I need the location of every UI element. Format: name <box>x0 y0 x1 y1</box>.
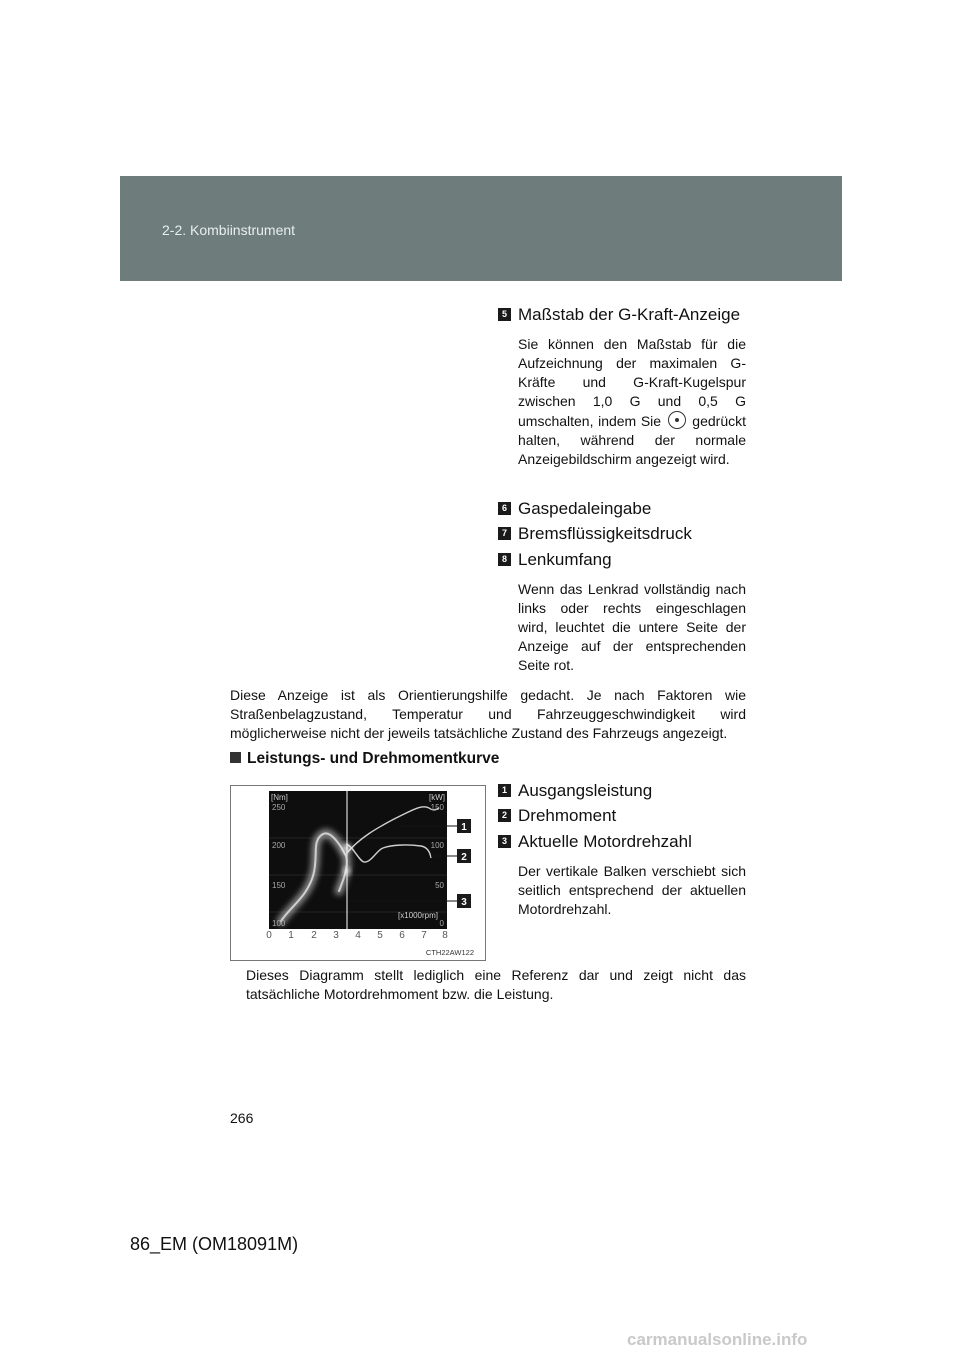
x-tick: 3 <box>333 930 339 941</box>
torque-power-figure <box>230 785 486 961</box>
x-tick: 1 <box>288 930 294 941</box>
page-number: 266 <box>230 1110 254 1126</box>
desc-text: Wenn das Lenkrad vollständig nach links oder rechts eingeschlagen wird, leuchtet die untere Seite der Anzeige auf der entsprechenden Seite rot. <box>518 581 746 673</box>
desc-text-after: gedrückt halten, während der normale Anzeigebildschirm angezeigt wird. <box>518 413 746 467</box>
rpm-marker <box>343 844 351 852</box>
callout-number: 1 <box>461 822 467 833</box>
section-title: 2-2. Kombiinstrument <box>162 222 296 238</box>
item-label: Maßstab der G-Kraft-Anzeige <box>518 305 741 324</box>
item-label: Aktuelle Motordrehzahl <box>518 832 692 851</box>
left-tick: 100 <box>272 919 286 928</box>
item-label: Ausgangsleistung <box>518 781 653 800</box>
x-tick: 0 <box>266 930 272 941</box>
left-tick: 150 <box>272 881 286 890</box>
right-tick: 150 <box>430 803 444 812</box>
x-tick: 2 <box>311 930 317 941</box>
section-header <box>120 176 842 281</box>
rpm-marker <box>344 868 350 874</box>
figure-svg <box>231 786 485 960</box>
left-tick: 200 <box>272 841 286 850</box>
square-bullet-icon <box>230 752 241 763</box>
item-number-badge: 6 <box>498 502 511 515</box>
item-label: Gaspedaleingabe <box>518 499 652 518</box>
item-3-description <box>518 862 746 919</box>
item-number-badge: 3 <box>498 835 511 848</box>
note-paragraph: Diese Anzeige ist als Orientierungshilfe gedacht. Je nach Faktoren wie Straßenbelagzustand, Temperatur und Fahrzeuggeschwindigkeit wird möglicherweise nicht der jeweils tatsächliche Zustand des Fahrzeugs angezeigt. <box>230 687 746 741</box>
right-axis-unit: [kW] <box>429 793 445 802</box>
document-code: 86_EM (OM18091M) <box>130 1234 299 1254</box>
watermark: carmanualsonline.info <box>627 1330 808 1349</box>
item-8-description <box>518 580 746 675</box>
callout-number: 3 <box>461 897 467 908</box>
x-tick: 7 <box>421 930 427 941</box>
closing-paragraph: Dieses Diagramm stellt lediglich eine Referenz dar und zeigt nicht das tatsächliche Motordrehmoment bzw. die Leistung. <box>246 967 746 1002</box>
steering-switch-icon <box>668 411 686 429</box>
left-axis-unit: [Nm] <box>271 793 288 802</box>
right-tick: 0 <box>439 919 444 928</box>
item-number-badge: 8 <box>498 553 511 566</box>
desc-text-before: Sie können den Maßstab für die Aufzeichnung der maximalen G-Kräfte und G-Kraft-Kugelspur zwischen 1,0 G und 0,5 G umschalten, indem Sie <box>518 336 746 429</box>
x-tick: 4 <box>355 930 361 941</box>
item-number-badge: 2 <box>498 809 511 822</box>
section-heading-text: Leistungs- und Drehmomentkurve <box>247 750 500 767</box>
x-tick: 5 <box>377 930 383 941</box>
item-label: Drehmoment <box>518 806 617 825</box>
x-tick: 6 <box>399 930 405 941</box>
x-tick: 8 <box>442 930 448 941</box>
item-number-badge: 5 <box>498 308 511 321</box>
x-axis-unit: [x1000rpm] <box>397 911 438 920</box>
right-tick: 100 <box>430 841 444 850</box>
desc-text: Der vertikale Balken verschiebt sich seitlich entsprechend der aktuellen Motordrehzahl. <box>518 863 746 917</box>
left-tick: 250 <box>272 803 286 812</box>
item-label: Lenkumfang <box>518 550 612 569</box>
item-number-badge: 1 <box>498 784 511 797</box>
item-5-description <box>518 335 746 469</box>
figure-code: CTH22AW122 <box>425 948 474 957</box>
item-number-badge: 7 <box>498 527 511 540</box>
section-heading <box>230 750 499 768</box>
item-label: Bremsflüssigkeitsdruck <box>518 524 692 543</box>
callout-number: 2 <box>461 852 467 863</box>
right-tick: 50 <box>435 881 444 890</box>
